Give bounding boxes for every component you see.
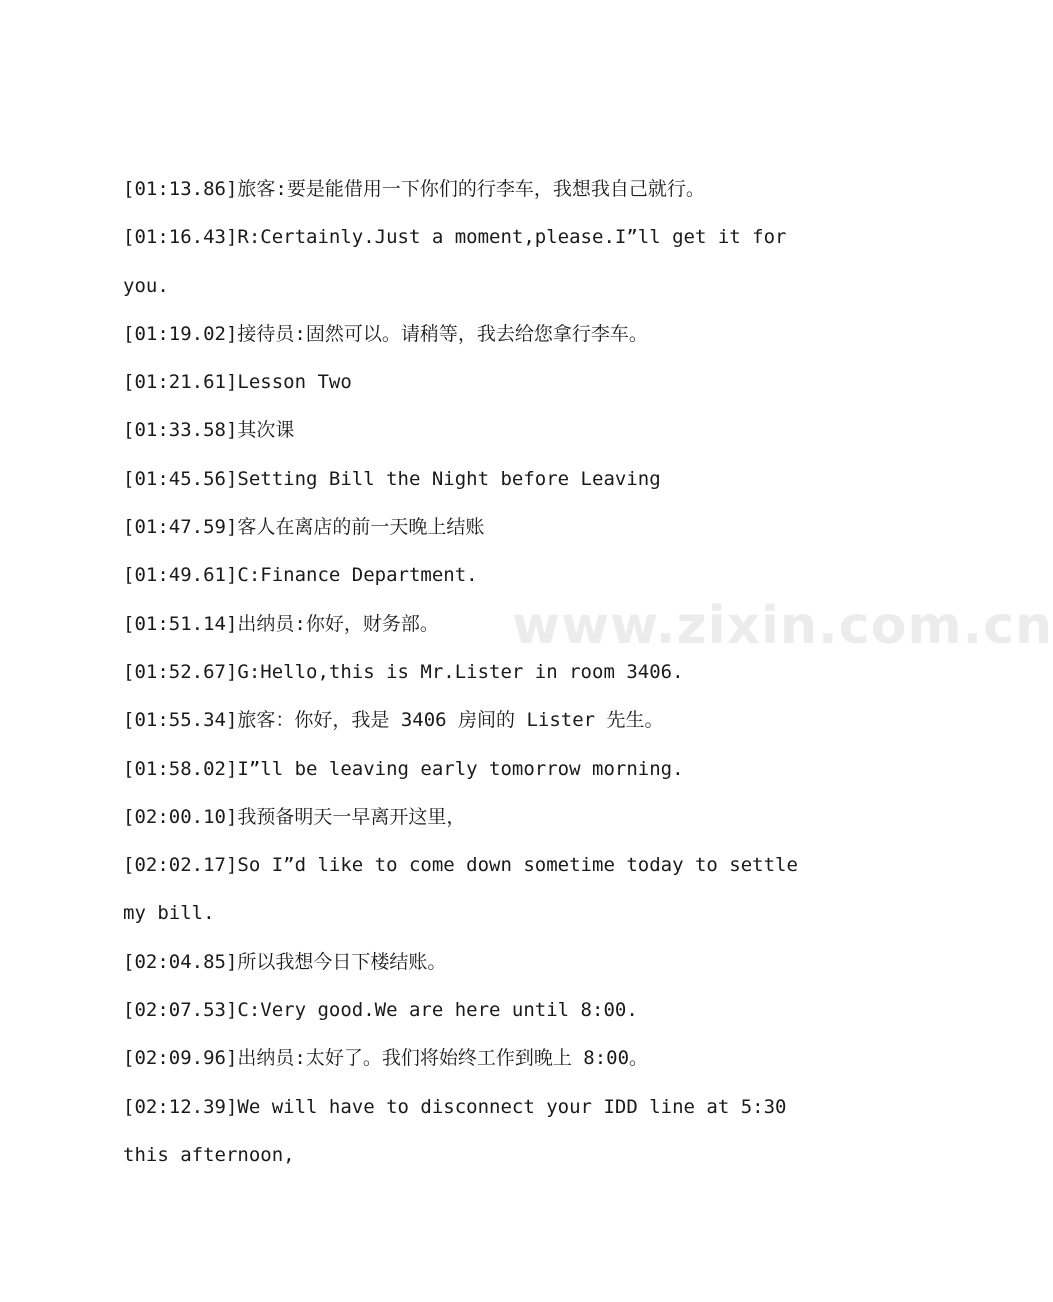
line-text: 所以我想今日下楼结账。 [237,950,447,973]
transcript-line [123,600,813,648]
transcript-line [123,745,813,793]
transcript-line [123,841,813,938]
transcript-line [123,696,813,744]
transcript-line [123,406,813,454]
transcript-line [123,986,813,1034]
line-text: 出纳员:你好，财务部。 [237,612,439,635]
timestamp: [01:52.67] [123,660,238,683]
line-text: 出纳员:太好了。我们将始终工作到晚上 8:00。 [237,1047,649,1070]
timestamp: [01:49.61] [123,564,238,587]
transcript-line [123,503,813,551]
line-text: I”ll be leaving early tomorrow morning. [237,757,684,780]
timestamp: [01:55.34] [123,709,238,732]
line-text: 客人在离店的前一天晚上结账 [237,516,485,539]
transcript-list [123,165,813,1179]
line-text: 旅客:要是能借用一下你们的行李车，我想我自己就行。 [237,178,705,200]
line-text: 其次课 [237,419,295,442]
timestamp: [01:19.02] [123,322,238,345]
line-text: Setting Bill the Night before Leaving [237,467,661,490]
line-text: R:Certainly.Just a moment,please.I”ll get it for you. [123,226,787,297]
timestamp: [01:47.59] [123,516,238,539]
timestamp: [01:21.61] [123,371,238,394]
line-text: 我预备明天一早离开这里， [237,805,466,828]
line-text: We will have to disconnect your IDD line at 5:30 this afternoon, [123,1095,787,1166]
line-text: G:Hello,this is Mr.Lister in room 3406. [237,660,684,683]
line-text: 接待员:固然可以。请稍等，我去给您拿行李车。 [237,322,648,345]
transcript-line [123,455,813,503]
transcript-line [123,793,813,841]
watermark: www.zixin.com.cn [512,596,1053,656]
transcript-line [123,358,813,406]
timestamp: [02:07.53] [123,999,238,1022]
timestamp: [02:04.85] [123,950,238,973]
timestamp: [02:09.96] [123,1047,238,1070]
transcript-line [123,310,813,358]
line-text: So I”d like to come down sometime today to settle my bill. [123,854,798,925]
line-text: Lesson Two [237,371,352,394]
timestamp: [01:33.58] [123,419,238,442]
line-text: C:Very good.We are here until 8:00. [237,999,638,1022]
timestamp: [01:16.43] [123,226,238,249]
transcript-line [123,648,813,696]
line-text: C:Finance Department. [237,564,478,587]
timestamp: [02:00.10] [123,805,238,828]
timestamp: [01:13.86] [123,178,238,200]
transcript-line [123,551,813,599]
timestamp: [01:45.56] [123,467,238,490]
transcript-line [123,1034,813,1082]
timestamp: [02:12.39] [123,1095,238,1118]
transcript-line [123,1083,813,1180]
transcript-line [123,938,813,986]
timestamp: [02:02.17] [123,854,238,877]
timestamp: [01:58.02] [123,757,238,780]
timestamp: [01:51.14] [123,612,238,635]
transcript-line [123,165,813,213]
line-text: 旅客：你好，我是 3406 房间的 Lister 先生。 [237,709,664,732]
transcript-line [123,213,813,310]
